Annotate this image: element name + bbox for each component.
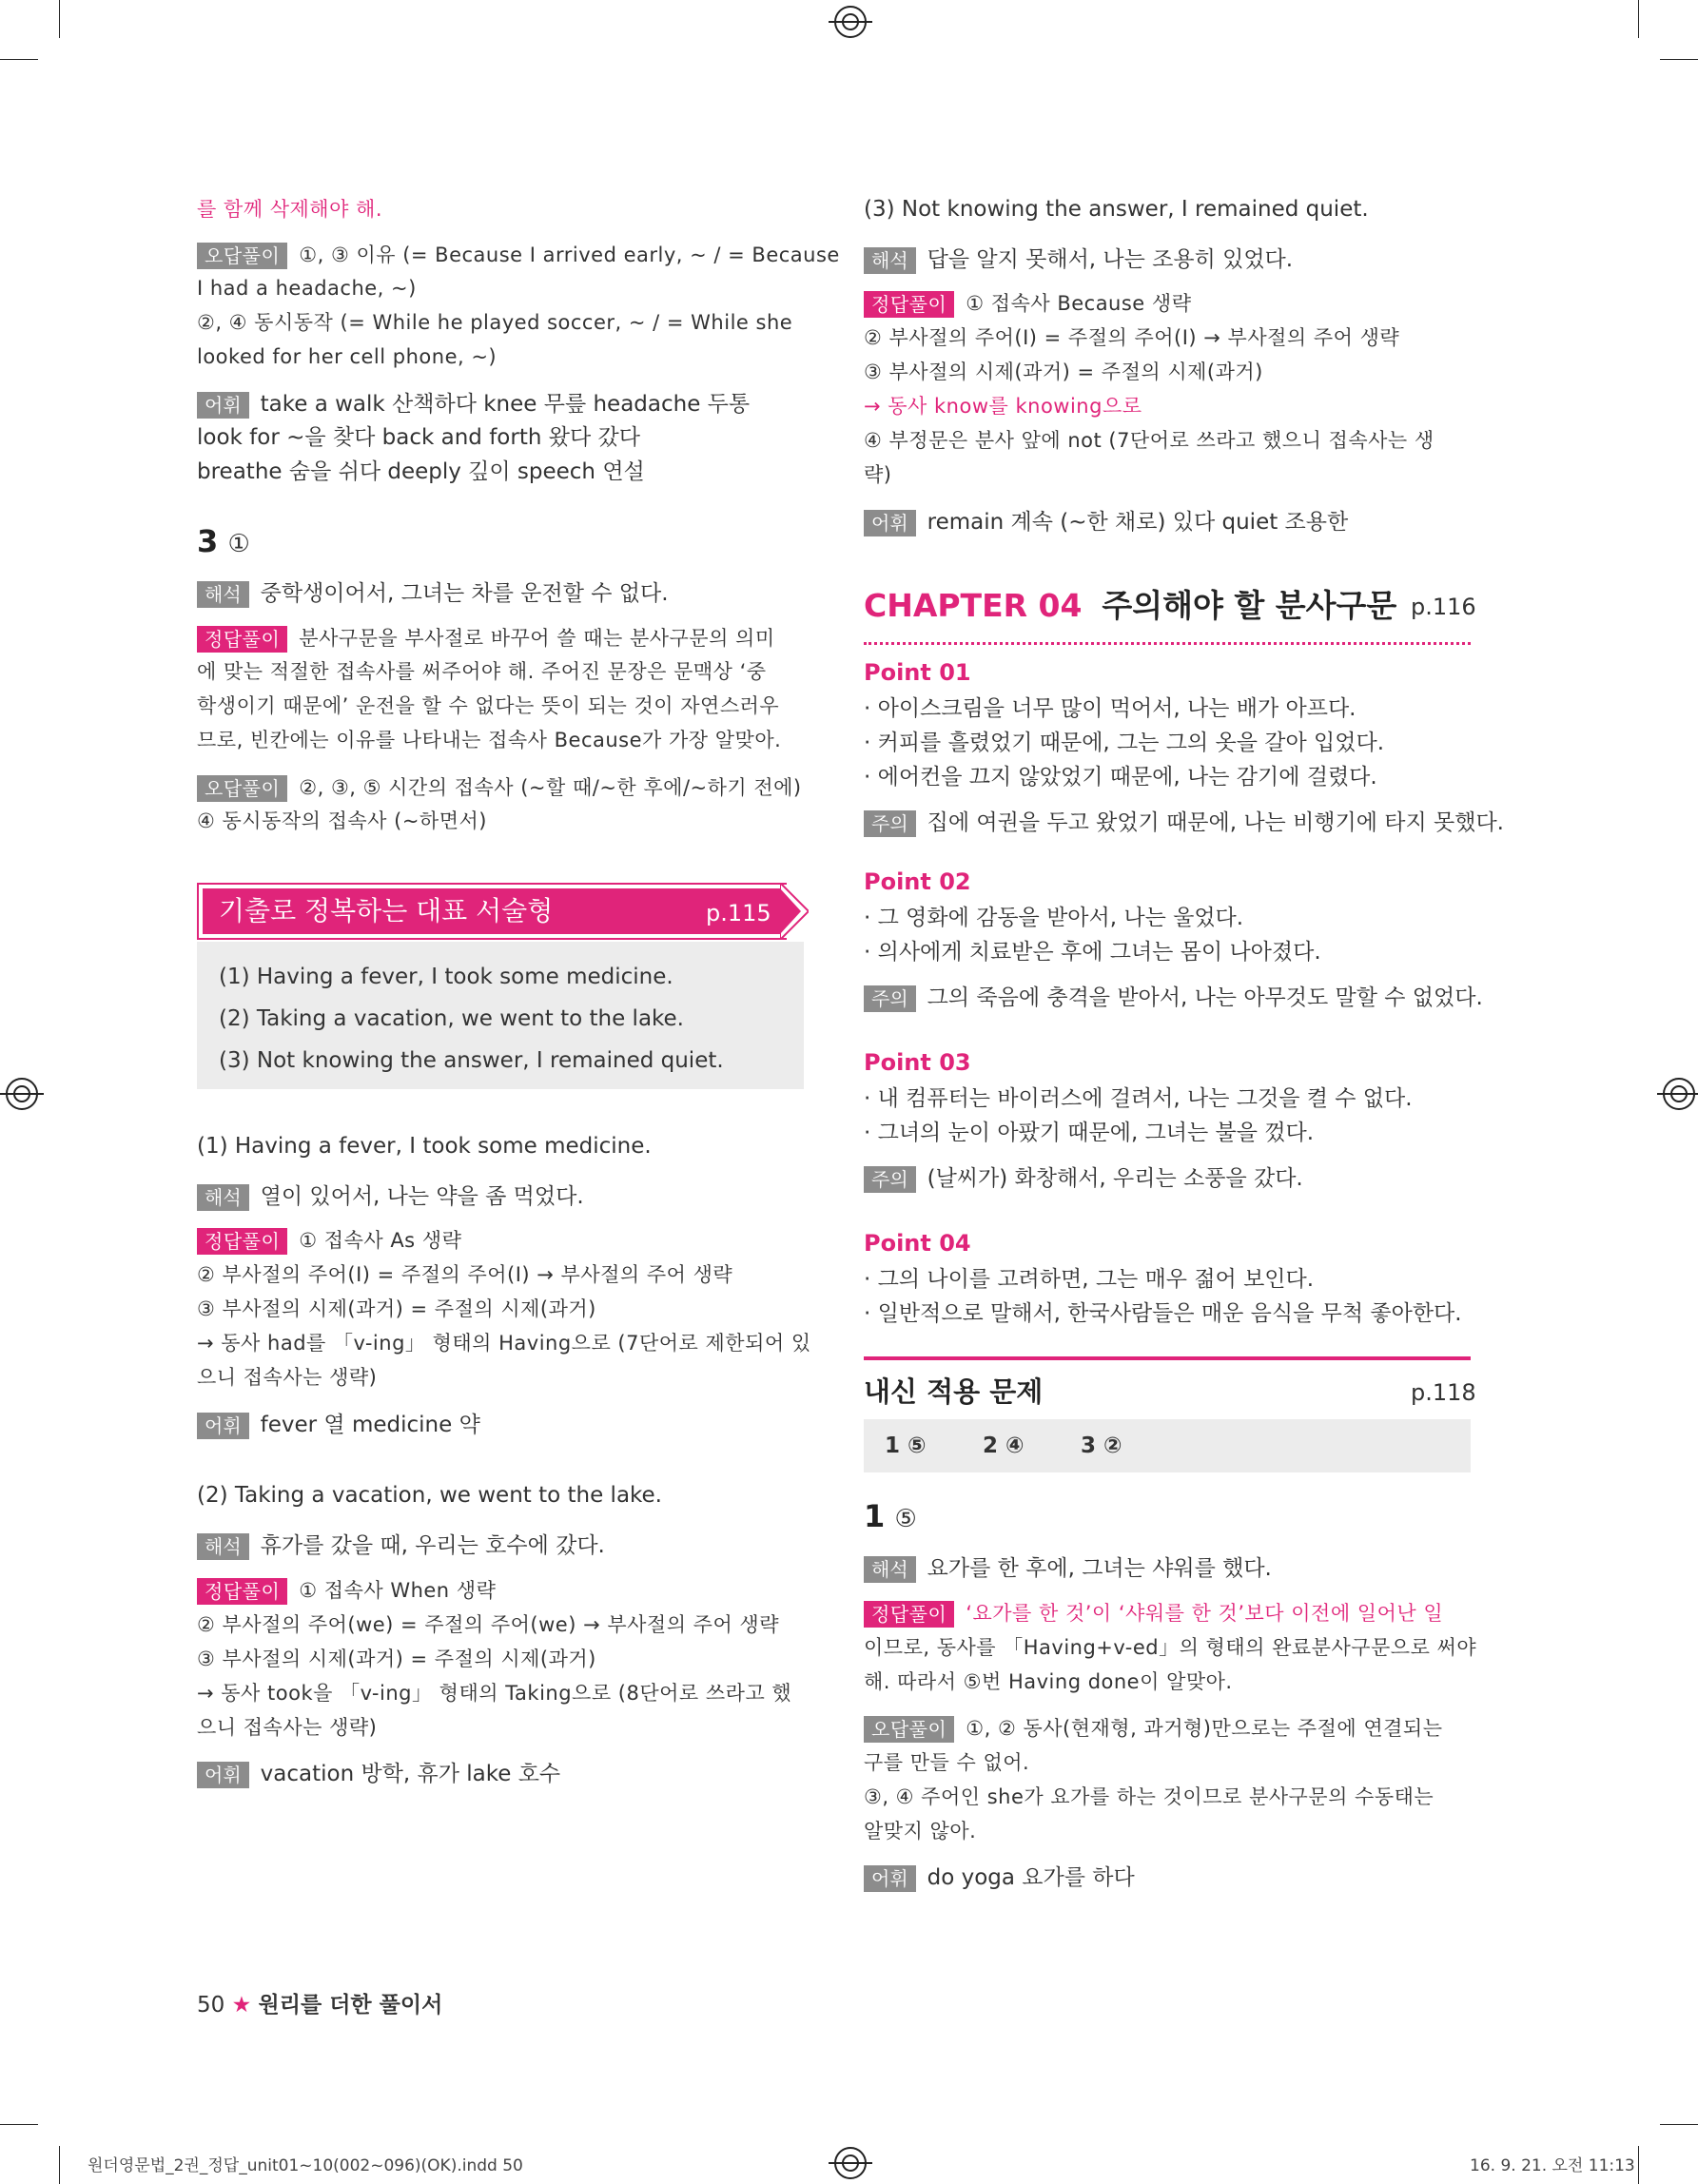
text-line: 답을 알지 못해서, 나는 조용히 있었다.	[927, 247, 1294, 272]
subquestion-title: (1) Having a fever, I took some medicine.	[197, 1134, 652, 1159]
text-line: 이므로, 동사를 「Having+v-ed」의 형태의 완료분사구문으로 써야	[864, 1636, 1477, 1659]
translation-block	[864, 244, 1293, 276]
text-line: → 동사 know를 knowing으로	[864, 395, 1142, 418]
vocab-block	[197, 1758, 560, 1790]
answer-label: 정답풀이	[197, 626, 287, 653]
test-rule	[864, 1356, 1471, 1360]
answer-block	[864, 287, 1191, 320]
question-number: 1	[864, 1498, 886, 1534]
translation-label: 해석	[197, 1533, 249, 1560]
wrong-answer-block	[197, 771, 802, 804]
translation-block	[197, 1180, 584, 1213]
question-number: 3	[197, 523, 219, 559]
text-line: take a walk 산책하다 knee 무릎 headache 두통	[260, 392, 751, 417]
box-item: (2) Taking a vacation, we went to the lake.	[219, 1006, 684, 1031]
text-line: ② 부사절의 주어(I) = 주절의 주어(I) → 부사절의 주어 생략	[864, 326, 1400, 349]
answer-block	[197, 622, 775, 654]
vocab-label: 어휘	[197, 392, 249, 419]
text-line: 으니 접속사는 생략)	[197, 1716, 378, 1739]
answer-key: 2 ④	[983, 1433, 1025, 1458]
vocab-label: 어휘	[197, 1762, 249, 1788]
wrong-answer-label: 오답풀이	[197, 243, 287, 269]
text-line: vacation 방학, 휴가 lake 호수	[260, 1762, 561, 1786]
text-line: 알맞지 않아.	[864, 1820, 977, 1843]
vocab-label: 어휘	[197, 1413, 249, 1439]
page-footer	[197, 1989, 442, 2021]
banner-title: 기출로 정복하는 대표 서술형	[219, 895, 554, 926]
text-line: ① 접속사 Because 생략	[966, 292, 1192, 315]
text-line: 휴가를 갔을 때, 우리는 호수에 갔다.	[260, 1533, 605, 1558]
caution-text: 집에 여권을 두고 왔었기 때문에, 나는 비행기에 타지 못했다.	[927, 810, 1504, 835]
point-item-text: 커피를 흘렸었기 때문에, 그는 그의 옷을 갈아 입었다.	[877, 731, 1385, 755]
chapter-title: 주의해야 할 분사구문	[1102, 587, 1397, 624]
caution-block	[864, 1162, 1303, 1195]
translation-label: 해석	[197, 581, 249, 608]
text-line: 으니 접속사는 생략)	[197, 1366, 378, 1389]
point-title: Point 03	[864, 1049, 971, 1076]
text-line: ②, ③, ⑤ 시간의 접속사 (~할 때/~한 후에/~하기 전에)	[299, 776, 802, 799]
answer: ⑤	[894, 1505, 917, 1533]
vocab-label: 어휘	[864, 1865, 916, 1892]
text-line: ①, ② 동사(현재형, 과거형)만으로는 주절에 연결되는	[966, 1717, 1443, 1740]
answer-block	[864, 1597, 1443, 1629]
answer-key-box	[864, 1419, 1471, 1472]
bullet-icon: ·	[864, 765, 878, 790]
point-item-text: 아이스크림을 너무 많이 먹어서, 나는 배가 아프다.	[877, 696, 1356, 721]
answer: ①	[227, 530, 250, 558]
wrong-answer-label: 오답풀이	[197, 775, 287, 802]
text-line: 므로, 빈칸에는 이유를 나타내는 접속사 Because가 가장 알맞아.	[197, 729, 782, 751]
text-line: I had a headache, ~)	[197, 277, 417, 300]
caution-text: (날씨가) 화창해서, 우리는 소풍을 갔다.	[927, 1166, 1303, 1191]
vocab-block	[864, 1862, 1135, 1894]
banner-page: p.115	[706, 900, 771, 926]
bullet-icon: ·	[864, 696, 878, 721]
text-line: do yoga 요가를 하다	[927, 1865, 1135, 1890]
text-line: ① 접속사 When 생략	[299, 1579, 497, 1602]
slug-date: 16. 9. 21. 오전 11:13	[1470, 2156, 1635, 2175]
star-icon: ★	[231, 1993, 252, 2018]
point-item	[864, 1082, 1413, 1115]
banner-arrow	[780, 883, 809, 940]
translation-label: 해석	[864, 247, 916, 274]
answer-block	[197, 1224, 461, 1257]
text-line: ③ 부사절의 시제(과거) = 주절의 시제(과거)	[197, 1297, 596, 1320]
translation-label: 해석	[864, 1556, 916, 1583]
caution-block	[864, 982, 1483, 1014]
box-item: (1) Having a fever, I took some medicine.	[219, 965, 673, 989]
registration-mark-right	[1663, 1078, 1695, 1110]
point-item-text: 그 영화에 감동을 받아서, 나는 울었다.	[877, 906, 1244, 930]
point-item	[864, 1117, 1314, 1149]
slug-file: 원더영문법_2권_정답_unit01~10(002~096)(OK).indd 50	[88, 2156, 523, 2175]
text-line: ① 접속사 As 생략	[299, 1229, 462, 1252]
caution-text: 그의 죽음에 충격을 받아서, 나는 아무것도 말할 수 없었다.	[927, 985, 1483, 1010]
wrong-answer-block	[864, 1712, 1442, 1745]
text-line: remain 계속 (~한 채로) 있다 quiet 조용한	[927, 510, 1349, 535]
point-item	[864, 1263, 1314, 1296]
bullet-icon: ·	[864, 1301, 878, 1326]
book-title: 원리를 더한 풀이서	[258, 1993, 443, 2018]
text-line: ①, ③ 이유 (= Because I arrived early, ~ / = Because	[299, 244, 840, 266]
bullet-icon: ·	[864, 906, 878, 930]
text-line: breathe 숨을 쉬다 deeply 깊이 speech 연설	[197, 459, 645, 484]
question-1-header	[864, 1498, 917, 1534]
answer-label: 정답풀이	[864, 291, 954, 318]
bullet-icon: ·	[864, 731, 878, 755]
test-title: 내신 적용 문제	[864, 1375, 1044, 1408]
caution-label: 주의	[864, 985, 916, 1012]
test-page: p.118	[1411, 1379, 1476, 1406]
text-line: 에 맞는 적절한 접속사를 써주어야 해. 주어진 문장은 문맥상 ‘중	[197, 660, 767, 683]
subquestion-title: (3) Not knowing the answer, I remained quiet.	[864, 197, 1369, 222]
text-line: 학생이기 때문에’ 운전을 할 수 없다는 뜻이 되는 것이 자연스러우	[197, 694, 780, 717]
text-line: ③ 부사절의 시제(과거) = 주절의 시제(과거)	[864, 361, 1263, 383]
point-item	[864, 761, 1377, 793]
text-line: ②, ④ 동시동작 (= While he played soccer, ~ / = While she	[197, 311, 793, 334]
point-item	[864, 692, 1356, 725]
point-item	[864, 727, 1384, 759]
point-title: Point 01	[864, 659, 971, 686]
caution-block	[864, 807, 1504, 839]
text-line: 요가를 한 후에, 그녀는 샤워를 했다.	[927, 1556, 1272, 1581]
chapter-page: p.116	[1411, 594, 1476, 620]
point-item-text: 일반적으로 말해서, 한국사람들은 매운 음식을 무척 좋아한다.	[877, 1301, 1462, 1326]
chapter-label: CHAPTER 04	[864, 587, 1083, 624]
text-line: look for ~을 찾다 back and forth 왔다 갔다	[197, 425, 640, 450]
text-line: → 동사 took을 「v-ing」 형태의 Taking으로 (8단어로 쓰라고 했	[197, 1682, 792, 1705]
point-item-text: 의사에게 치료받은 후에 그녀는 몸이 나아졌다.	[877, 940, 1321, 965]
chapter-rule	[864, 642, 1471, 645]
text-line: 중학생이어서, 그녀는 차를 운전할 수 없다.	[260, 581, 669, 606]
answer-label: 정답풀이	[864, 1601, 954, 1628]
subquestion-title: (2) Taking a vacation, we went to the lake.	[197, 1483, 662, 1508]
text-line: fever 열 medicine 약	[260, 1413, 480, 1437]
carryover-line: 를 함께 삭제해야 해.	[197, 198, 382, 221]
bullet-icon: ·	[864, 940, 878, 965]
chapter-heading	[864, 586, 1396, 626]
vocab-block	[864, 506, 1348, 538]
bullet-icon: ·	[864, 1267, 878, 1292]
text-line: ‘요가를 한 것’이 ‘샤워를 한 것’보다 이전에 일어난 일	[966, 1602, 1444, 1625]
point-item	[864, 1297, 1462, 1330]
answer-label: 정답풀이	[197, 1228, 287, 1255]
registration-mark-top	[834, 6, 867, 38]
wrong-answer-label: 오답풀이	[864, 1716, 954, 1743]
point-item	[864, 936, 1321, 968]
translation-block	[197, 1530, 605, 1562]
text-line: ④ 부정문은 분사 앞에 not (7단어로 쓰라고 했으니 접속사는 생	[864, 429, 1435, 452]
answer-key: 3 ②	[1081, 1433, 1122, 1458]
text-line: 구를 만들 수 없어.	[864, 1751, 1030, 1774]
text-line: ② 부사절의 주어(I) = 주절의 주어(I) → 부사절의 주어 생략	[197, 1263, 733, 1286]
registration-mark-bottom	[834, 2147, 867, 2179]
text-line: ② 부사절의 주어(we) = 주절의 주어(we) → 부사절의 주어 생략	[197, 1613, 779, 1636]
box-item: (3) Not knowing the answer, I remained quiet.	[219, 1048, 724, 1073]
text-line: 열이 있어서, 나는 약을 좀 먹었다.	[260, 1184, 584, 1209]
translation-block	[197, 577, 669, 610]
point-title: Point 04	[864, 1230, 971, 1257]
text-line: looked for her cell phone, ~)	[197, 345, 498, 368]
point-item-text: 에어컨을 끄지 않았었기 때문에, 나는 감기에 걸렸다.	[877, 765, 1377, 790]
vocab-block	[197, 1409, 480, 1441]
page-number: 50	[197, 1993, 225, 2018]
point-item-text: 그의 나이를 고려하면, 그는 매우 젊어 보인다.	[877, 1267, 1315, 1292]
answer-block	[197, 1574, 496, 1607]
text-line: ③ 부사절의 시제(과거) = 주절의 시제(과거)	[197, 1648, 596, 1670]
point-title: Point 02	[864, 868, 971, 895]
point-item	[864, 902, 1243, 934]
question-3-header	[197, 523, 250, 559]
translation-label: 해석	[197, 1184, 249, 1211]
registration-mark-left	[6, 1078, 38, 1110]
point-item-text: 내 컴퓨터는 바이러스에 걸려서, 나는 그것을 켤 수 없다.	[877, 1086, 1413, 1111]
caution-label: 주의	[864, 810, 916, 837]
wrong-answer-block	[197, 239, 840, 271]
vocab-label: 어휘	[864, 510, 916, 536]
text-line: 해. 따라서 ⑤번 Having done이 알맞아.	[864, 1670, 1233, 1693]
text-line: ③, ④ 주어인 she가 요가를 하는 것이므로 분사구문의 수동태는	[864, 1785, 1435, 1808]
answer-key: 1 ⑤	[885, 1433, 927, 1458]
bullet-icon: ·	[864, 1086, 878, 1111]
text-line: ④ 동시동작의 접속사 (~하면서)	[197, 809, 487, 832]
bullet-icon: ·	[864, 1121, 878, 1145]
vocab-block	[197, 388, 750, 420]
caution-label: 주의	[864, 1166, 916, 1193]
text-line: 략)	[864, 463, 892, 486]
point-item-text: 그녀의 눈이 아팠기 때문에, 그녀는 불을 껐다.	[877, 1121, 1315, 1145]
answer-label: 정답풀이	[197, 1578, 287, 1605]
text-line: 분사구문을 부사절로 바꾸어 쓸 때는 분사구문의 의미	[299, 627, 775, 650]
text-line: → 동사 had를 「v-ing」 형태의 Having으로 (7단어로 제한되어 있	[197, 1332, 811, 1355]
translation-block	[864, 1552, 1272, 1585]
